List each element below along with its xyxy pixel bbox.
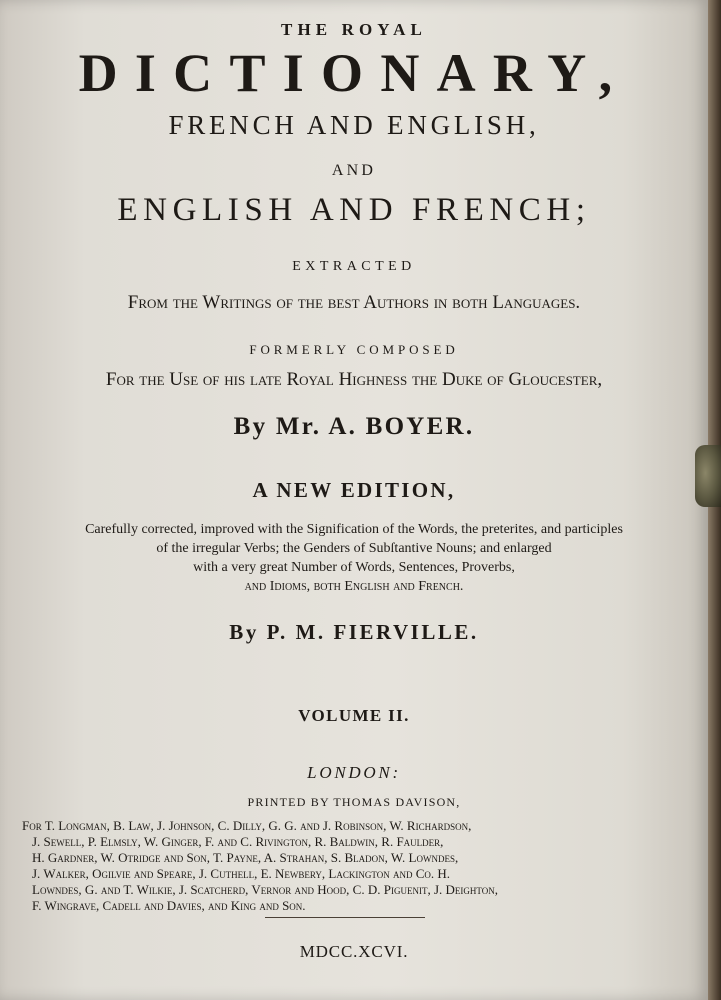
description-line-3: with a very great Number of Words, Sentences, Proverbs, (193, 560, 515, 575)
title-line-from-the-writings: From the Writings of the best Authors in both Languages. (127, 292, 581, 313)
booksellers-line: For T. Longman, B. Law, J. Johnson, C. Dilly, G. G. and J. Robinson, W. Richardson, (22, 818, 472, 833)
imprint-city: LONDON: (307, 763, 401, 782)
description-line-4: and Idioms, both English and French. (244, 579, 464, 594)
booksellers-line: J. Sewell, P. Elmsly, W. Ginger, F. and C. Rivington, R. Baldwin, R. Faulder, (32, 834, 444, 849)
booksellers-line: H. Gardner, W. Otridge and Son, T. Payne, A. Strahan, S. Bladon, W. Lowndes, (32, 850, 459, 865)
title-line-english-and-french: ENGLISH AND FRENCH; (117, 192, 591, 228)
title-line-french-and-english: FRENCH AND ENGLISH, (168, 110, 540, 140)
editor-line: By P. M. FIERVILLE. (229, 620, 479, 644)
title-line-formerly-composed: FORMERLY COMPOSED (249, 342, 459, 357)
description-line-1: Carefully corrected, improved with the Signification of the Words, the preterites, and participles (85, 522, 623, 537)
edition-line: A NEW EDITION, (252, 478, 456, 502)
volume-line: VOLUME II. (298, 706, 410, 725)
title-line-and: AND (331, 162, 377, 179)
title-line-extracted: EXTRACTED (292, 259, 416, 274)
imprint-year: MDCC.XCVI. (299, 942, 409, 961)
booksellers-line: F. Wingrave, Cadell and Davies, and King and Son. (32, 898, 306, 913)
binding-clasp (695, 445, 721, 507)
author-line: By Mr. A. BOYER. (233, 413, 475, 440)
description-line-2: of the irregular Verbs; the Genders of Subſtantive Nouns; and enlarged (156, 541, 552, 556)
title-line-the-royal: THE ROYAL (281, 20, 427, 39)
imprint-rule (265, 917, 425, 918)
title-line-for-the-use: For the Uſe of his late Royal Highneſs the Duke of Gloucester, (105, 369, 603, 390)
title-line-dictionary: DICTIONARY, (78, 43, 630, 103)
booksellers-line: J. Walker, Ogilvie and Speare, J. Cuthell, E. Newbery, Lackington and Co. H. (32, 866, 450, 881)
booksellers-line: Lowndes, G. and T. Wilkie, J. Scatcherd, Vernor and Hood, C. D. Piguenit, J. Deighton, (32, 882, 498, 897)
booksellers-list (22, 818, 692, 914)
printed-by-line: PRINTED BY THOMAS DAVISON, (247, 795, 461, 809)
